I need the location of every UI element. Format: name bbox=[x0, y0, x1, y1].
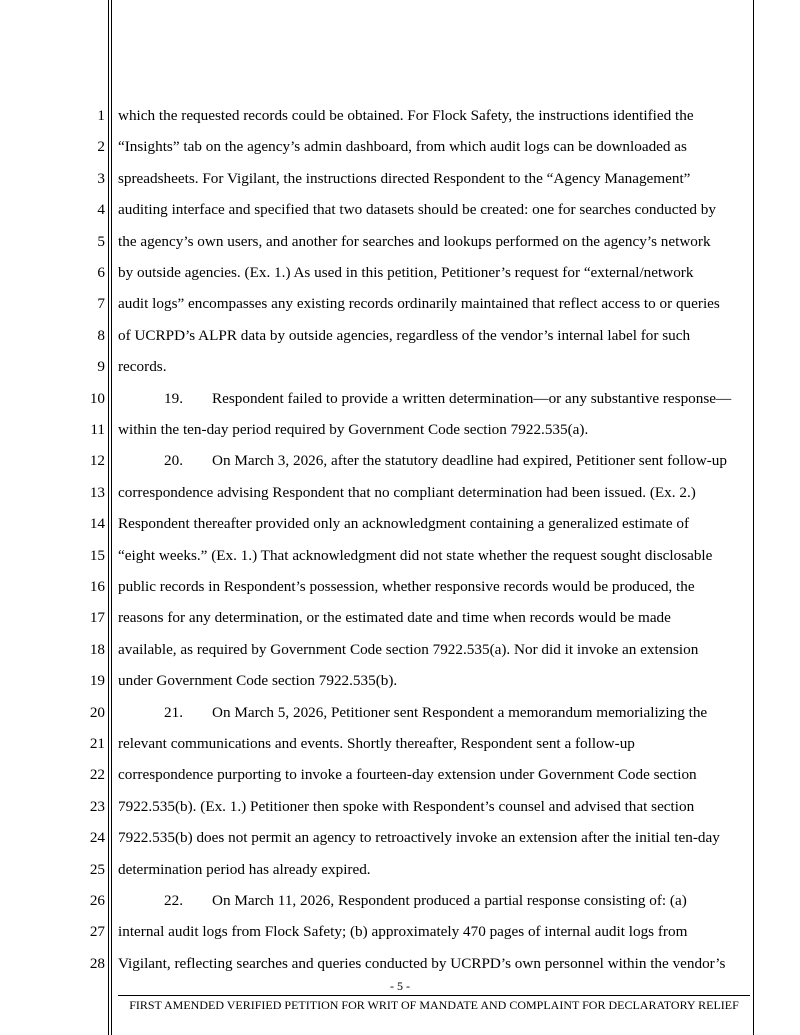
line-number: 8 bbox=[97, 327, 105, 344]
body-text-line: available, as required by Government Code section 7922.535(a). Nor did it invoke an extension bbox=[118, 641, 699, 658]
body-text-line: Vigilant, reflecting searches and queries conducted by UCRPD’s own personnel within the vendor’s bbox=[118, 955, 726, 972]
line-number: 5 bbox=[97, 233, 105, 250]
body-text-line: of UCRPD’s ALPR data by outside agencies, regardless of the vendor’s internal label for such bbox=[118, 327, 691, 344]
line-number: 23 bbox=[89, 798, 105, 815]
line-number: 3 bbox=[97, 170, 105, 187]
line-number: 18 bbox=[89, 641, 105, 658]
footer-caption: FIRST AMENDED VERIFIED PETITION FOR WRIT OF MANDATE AND COMPLAINT FOR DECLARATORY RELIEF bbox=[129, 998, 739, 1012]
line-number: 12 bbox=[89, 452, 105, 469]
line-number: 16 bbox=[89, 578, 105, 595]
footer-divider bbox=[118, 995, 750, 996]
line-number: 20 bbox=[89, 704, 105, 721]
body-text-line: determination period has already expired. bbox=[118, 861, 371, 878]
body-text-line: spreadsheets. For Vigilant, the instructions directed Respondent to the “Agency Management” bbox=[118, 170, 691, 187]
page-number: - 5 - bbox=[390, 979, 410, 993]
body-text-line: auditing interface and specified that two datasets should be created: one for searches conducted by bbox=[118, 201, 716, 218]
body-text-line: relevant communications and events. Shortly thereafter, Respondent sent a follow-up bbox=[118, 735, 635, 752]
paragraph-number: 19. bbox=[164, 390, 183, 407]
line-number: 9 bbox=[97, 358, 105, 375]
paragraph-number: 21. bbox=[164, 704, 183, 721]
line-number: 10 bbox=[89, 390, 105, 407]
body-text-line: reasons for any determination, or the estimated date and time when records would be made bbox=[118, 609, 671, 626]
line-number: 19 bbox=[89, 672, 105, 689]
line-number: 6 bbox=[97, 264, 105, 281]
body-text-line: the agency’s own users, and another for searches and lookups performed on the agency’s network bbox=[118, 233, 711, 250]
body-text-line: public records in Respondent’s possession, whether responsive records would be produced, the bbox=[118, 578, 695, 595]
line-number: 1 bbox=[97, 107, 105, 124]
body-text-line: by outside agencies. (Ex. 1.) As used in this petition, Petitioner’s request for “external/network bbox=[118, 264, 694, 281]
body-text-line: “Insights” tab on the agency’s admin dashboard, from which audit logs can be downloaded as bbox=[118, 138, 687, 155]
line-number: 7 bbox=[97, 295, 105, 312]
body-text-line: audit logs” encompasses any existing records ordinarily maintained that reflect access to or queries bbox=[118, 295, 720, 312]
body-text-line: correspondence advising Respondent that no compliant determination had been issued. (Ex. 2.) bbox=[118, 484, 696, 501]
paragraph-number: 20. bbox=[164, 452, 183, 469]
body-text-line: On March 11, 2026, Respondent produced a partial response consisting of: (a) bbox=[212, 892, 687, 909]
body-text-line: On March 5, 2026, Petitioner sent Respondent a memorandum memorializing the bbox=[212, 704, 708, 721]
line-number: 13 bbox=[89, 484, 105, 501]
line-number: 15 bbox=[89, 547, 105, 564]
line-number: 2 bbox=[97, 138, 105, 155]
body-text-line: 7922.535(b). (Ex. 1.) Petitioner then spoke with Respondent’s counsel and advised that section bbox=[118, 798, 695, 815]
body-text-line: records. bbox=[118, 358, 167, 375]
body-text-line: “eight weeks.” (Ex. 1.) That acknowledgment did not state whether the request sought disclosable bbox=[118, 547, 713, 564]
line-number: 11 bbox=[90, 421, 105, 438]
body-text-line: On March 3, 2026, after the statutory deadline had expired, Petitioner sent follow-up bbox=[212, 452, 727, 469]
line-number: 14 bbox=[89, 515, 105, 532]
body-text-line: which the requested records could be obtained. For Flock Safety, the instructions identified the bbox=[118, 107, 694, 124]
body-text-line: within the ten-day period required by Government Code section 7922.535(a). bbox=[118, 421, 589, 438]
body-text-line: internal audit logs from Flock Safety; (b) approximately 470 pages of internal audit logs from bbox=[118, 923, 688, 940]
body-text-line: Respondent thereafter provided only an acknowledgment containing a generalized estimate of bbox=[118, 515, 690, 532]
line-number: 22 bbox=[89, 766, 105, 783]
line-number: 28 bbox=[89, 955, 105, 972]
line-number: 4 bbox=[97, 201, 105, 218]
line-number: 25 bbox=[89, 861, 105, 878]
paragraph-number: 22. bbox=[164, 892, 183, 909]
line-number: 17 bbox=[89, 609, 105, 626]
body-text-line: under Government Code section 7922.535(b). bbox=[118, 672, 398, 689]
body-text-line: Respondent failed to provide a written determination—or any substantive response— bbox=[212, 390, 732, 407]
body-text-line: 7922.535(b) does not permit an agency to retroactively invoke an extension after the initial ten-day bbox=[118, 829, 720, 846]
line-number: 26 bbox=[89, 892, 105, 909]
line-number: 21 bbox=[89, 735, 105, 752]
line-number: 27 bbox=[89, 923, 105, 940]
body-text-line: correspondence purporting to invoke a fourteen-day extension under Government Code section bbox=[118, 766, 697, 783]
line-number: 24 bbox=[89, 829, 105, 846]
